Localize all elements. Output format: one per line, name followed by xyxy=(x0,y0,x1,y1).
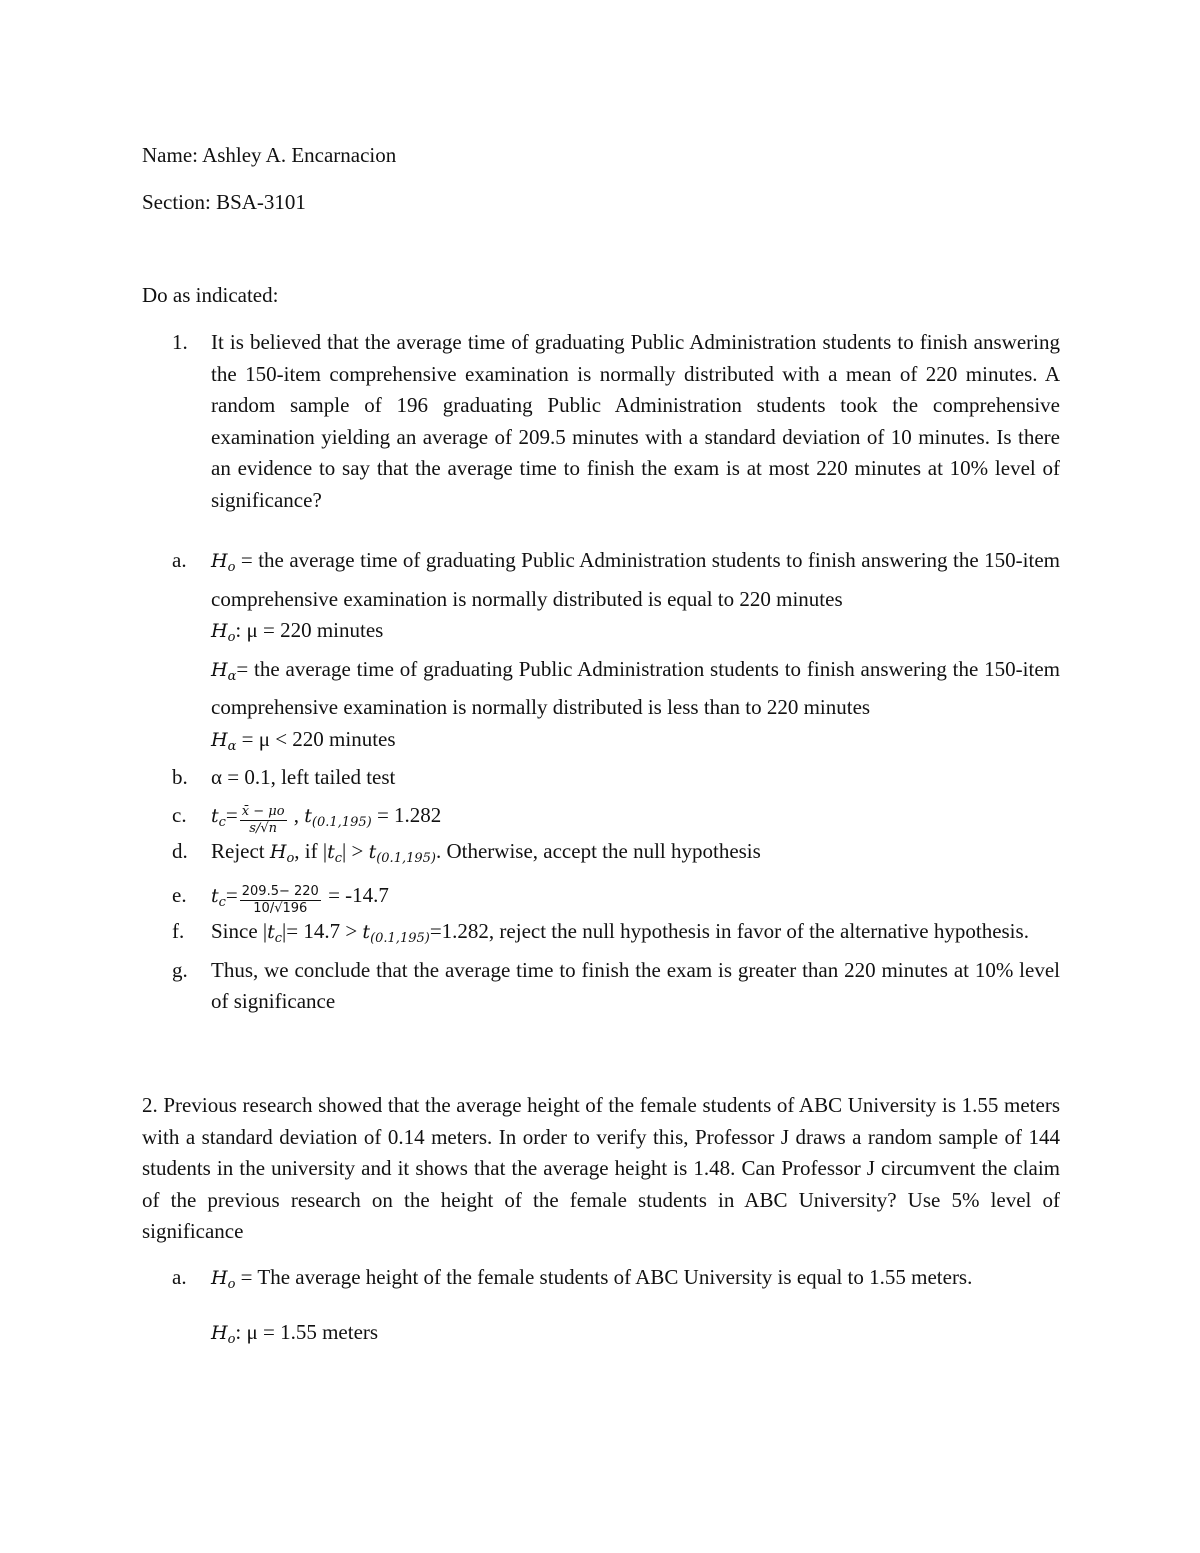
h0-formula-text: : μ = 220 minutes xyxy=(235,618,384,642)
t-critical-symbol: t xyxy=(304,804,312,827)
step-b-text: α = 0.1, left tailed test xyxy=(211,765,396,789)
computed-numerator: 209.5− 220 xyxy=(241,884,319,899)
ha-formula-symbol: H xyxy=(211,728,228,751)
step-b-label: b. xyxy=(172,765,188,789)
question-2-steps xyxy=(142,1262,1060,1355)
decision-h-subscript: o xyxy=(286,850,295,866)
step-g-text: Thus, we conclude that the average time to finish the exam is greater than 220 minutes at 10% level of significance xyxy=(211,957,1060,1013)
step-f xyxy=(142,916,1060,955)
question-1-text: It is believed that the average time of graduating Public Administration students to finish answering the 150-item comprehensive examination is normally distributed with a mean of 220 minutes. A random sample of 196 graduating Public Administration students took the comprehensive examination yielding an average of 209.5 minutes with a standard deviation of 10 minutes. Is there an evidence to say that the average time to finish the exam is at most 220 minutes at 10% level of significance? xyxy=(211,330,1060,512)
decision-h-symbol: H xyxy=(269,840,287,863)
spacer xyxy=(211,1301,1060,1317)
null-hypothesis-statement xyxy=(211,545,1060,615)
formula-denominator: s/√n xyxy=(249,820,277,836)
comma: , xyxy=(288,802,305,827)
question-1-number: 1. xyxy=(172,330,188,354)
q2-h0-formula-subscript: o xyxy=(227,1331,236,1347)
q2-null-hypothesis-statement xyxy=(211,1262,1060,1301)
decision-rule-start: Reject xyxy=(211,838,270,863)
h0-symbol: H xyxy=(211,550,228,572)
decision-rule-end: . Otherwise, accept the null hypothesis xyxy=(435,838,761,863)
decision-tc-subscript: c xyxy=(334,850,343,866)
question-1-steps xyxy=(142,545,1060,1018)
step-b xyxy=(142,762,1060,794)
q2-h0-formula-text: : μ = 1.55 meters xyxy=(235,1319,379,1344)
step-a-label: a. xyxy=(172,548,187,572)
computed-equals: = xyxy=(225,883,238,907)
conclusion-t-critical-symbol: t xyxy=(362,921,371,943)
conclusion-end: =1.282, reject the null hypothesis in favor of the alternative hypothesis. xyxy=(429,919,1029,943)
computed-denominator: 10/√196 xyxy=(253,901,308,916)
q2-step-a-label: a. xyxy=(172,1265,187,1289)
alternative-hypothesis-formula xyxy=(211,724,1060,763)
decision-greater-than: | > xyxy=(342,838,369,863)
t-critical-subscript: (0.1,195) xyxy=(311,814,372,830)
q2-h0-symbol: H xyxy=(211,1267,228,1289)
computed-result: = -14.7 xyxy=(322,883,389,907)
q2-h0-text: = The average height of the female students of ABC University is equal to 1.55 meters. xyxy=(235,1265,973,1289)
h0-formula-symbol: H xyxy=(211,620,228,642)
conclusion-start: Since | xyxy=(211,919,268,943)
conclusion-mid: |= 14.7 > xyxy=(282,919,363,943)
step-e xyxy=(142,874,1060,916)
step-d xyxy=(142,836,1060,875)
ha-formula-subscript: α xyxy=(227,738,237,754)
step-c-label: c. xyxy=(172,802,187,827)
decision-t-critical-subscript: (0.1,195) xyxy=(376,850,436,866)
step-g xyxy=(142,955,1060,1018)
test-statistic-formula xyxy=(240,804,287,837)
computed-fraction xyxy=(240,884,321,917)
formula-numerator: x̄ − μo xyxy=(241,803,285,819)
ha-formula-text: = μ < 220 minutes xyxy=(236,726,396,751)
conclusion-tc-symbol: t xyxy=(267,921,275,943)
step-c xyxy=(142,794,1060,836)
conclusion-t-critical-subscript: (0.1,195) xyxy=(370,931,430,946)
decision-tc-symbol: t xyxy=(327,840,335,863)
computed-tc-symbol: t xyxy=(211,885,219,907)
decision-rule-mid: , if | xyxy=(294,838,328,863)
decision-t-critical-symbol: t xyxy=(368,840,377,863)
q2-step-a xyxy=(142,1262,1060,1355)
step-a xyxy=(142,545,1060,762)
tc-symbol: t xyxy=(211,804,219,827)
q2-h0-formula-symbol: H xyxy=(211,1321,228,1344)
computed-tc-subscript: c xyxy=(218,895,226,910)
student-section: Section: BSA-3101 xyxy=(142,190,306,214)
ha-subscript: α xyxy=(227,668,237,684)
null-hypothesis-formula xyxy=(211,615,1060,654)
ha-text: = the average time of graduating Public Administration students to finish answering the 150-item comprehensive examination is normally distributed is less than to 220 minutes xyxy=(211,656,1060,719)
ha-symbol: H xyxy=(211,658,228,681)
h0-text: = the average time of graduating Public Administration students to finish answering the 150-item comprehensive examination is normally distributed is equal to 220 minutes xyxy=(211,548,1060,611)
q2-null-hypothesis-formula xyxy=(211,1317,1060,1356)
h0-formula-subscript: o xyxy=(227,630,236,645)
step-f-label: f. xyxy=(172,919,185,943)
alternative-hypothesis-statement xyxy=(211,654,1060,724)
equals-sign: = xyxy=(225,802,238,827)
question-2-text: 2. Previous research showed that the average height of the female students of ABC University is 1.55 meters with a standard deviation of 0.14 meters. In order to verify this, Professor J draws a random sample of 144 students in the university and it shows that the average height is 1.48. Can Professor J circumvent the claim of the previous research on the height of the female students in ABC University? Use 5% level of significance xyxy=(142,1093,1060,1243)
h0-subscript: o xyxy=(227,560,236,575)
t-critical-value: = 1.282 xyxy=(371,802,442,827)
instruction-text: Do as indicated: xyxy=(142,283,279,307)
step-e-label: e. xyxy=(172,883,187,907)
conclusion-tc-subscript: c xyxy=(274,931,283,946)
step-d-label: d. xyxy=(172,838,188,863)
q2-h0-subscript: o xyxy=(227,1277,236,1292)
step-g-label: g. xyxy=(172,957,188,982)
tc-subscript: c xyxy=(218,814,226,830)
student-name: Name: Ashley A. Encarnacion xyxy=(142,143,397,167)
